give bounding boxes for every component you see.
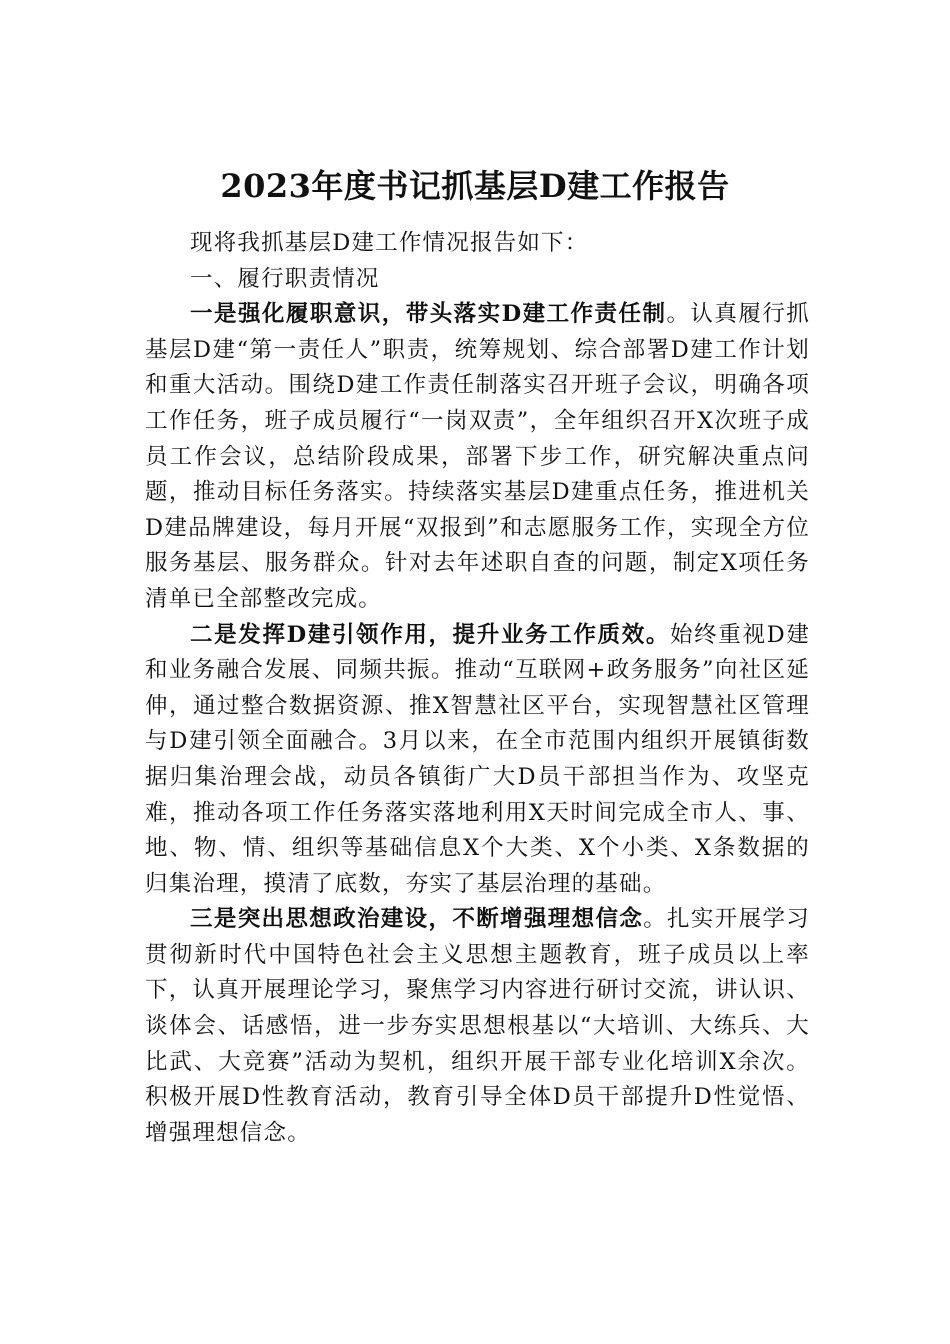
section-heading: 一、履行职责情况: [190, 265, 380, 292]
paragraph-2-body: 始终重视D建和业务融合发展、同频共振。推动“互联网+政务服务”向社区延伸，通过整合数据资源、推X智慧社区平台，实现智慧社区管理与D建引领全面融合。3月以来，在全市范围内组织开展镇街数据归集治理会战，动员各镇街广大D员干部担当作为、攻坚克难，推动各项工作任务落实落地利用X天时间完成全市人、事、地、物、情、组织等基础信息X个大类、X个小类、X条数据的归集治理，摸清了底数，夯实了基层治理的基础。: [145, 621, 810, 897]
paragraph-3: [145, 902, 810, 1151]
paragraph-1-body: 。认真履行抓基层D建“第一责任人”职责，统筹规划、综合部署D建工作计划和重大活动。围绕D建工作责任制落实召开班子会议，明确各项工作任务，班子成员履行“一岗双责”，全年组织召开X次班子成员工作会议，总结阶段成果，部署下步工作，研究解决重点问题，推动目标任务落实。持续落实基层D建重点任务，推进机关D建品牌建设，每月开展“双报到”和志愿服务工作，实现全方位服务基层、服务群众。针对去年述职自查的问题，制定X项任务清单已全部整改完成。: [145, 301, 810, 612]
paragraph-1: [145, 297, 810, 617]
intro-paragraph: 现将我抓基层D建工作情况报告如下：: [190, 230, 589, 256]
document-title: 2023年度书记抓基层D建工作报告: [220, 167, 730, 205]
paragraph-3-lead: 三是突出思想政治建设，不断增强理想信念: [190, 906, 644, 933]
paragraph-3-body: 。扎实开展学习贯彻新时代中国特色社会主义思想主题教育，班子成员以上率下，认真开展理论学习，聚焦学习内容进行研讨交流，讲认识、谈体会、话感悟，进一步夯实思想根基以“大培训、大练兵、大比武、大竞赛”活动为契机，组织开展干部专业化培训X余次。积极开展D性教育活动，教育引导全体D员干部提升D性觉悟、增强理想信念。: [145, 906, 810, 1146]
paragraph-2: [145, 618, 810, 903]
document-body: [145, 226, 810, 1151]
paragraph-1-lead: 一是强化履职意识，带头落实D建工作责任制: [190, 301, 667, 328]
paragraph-2-lead: 二是发挥D建引领作用，提升业务工作质效。: [190, 621, 670, 648]
